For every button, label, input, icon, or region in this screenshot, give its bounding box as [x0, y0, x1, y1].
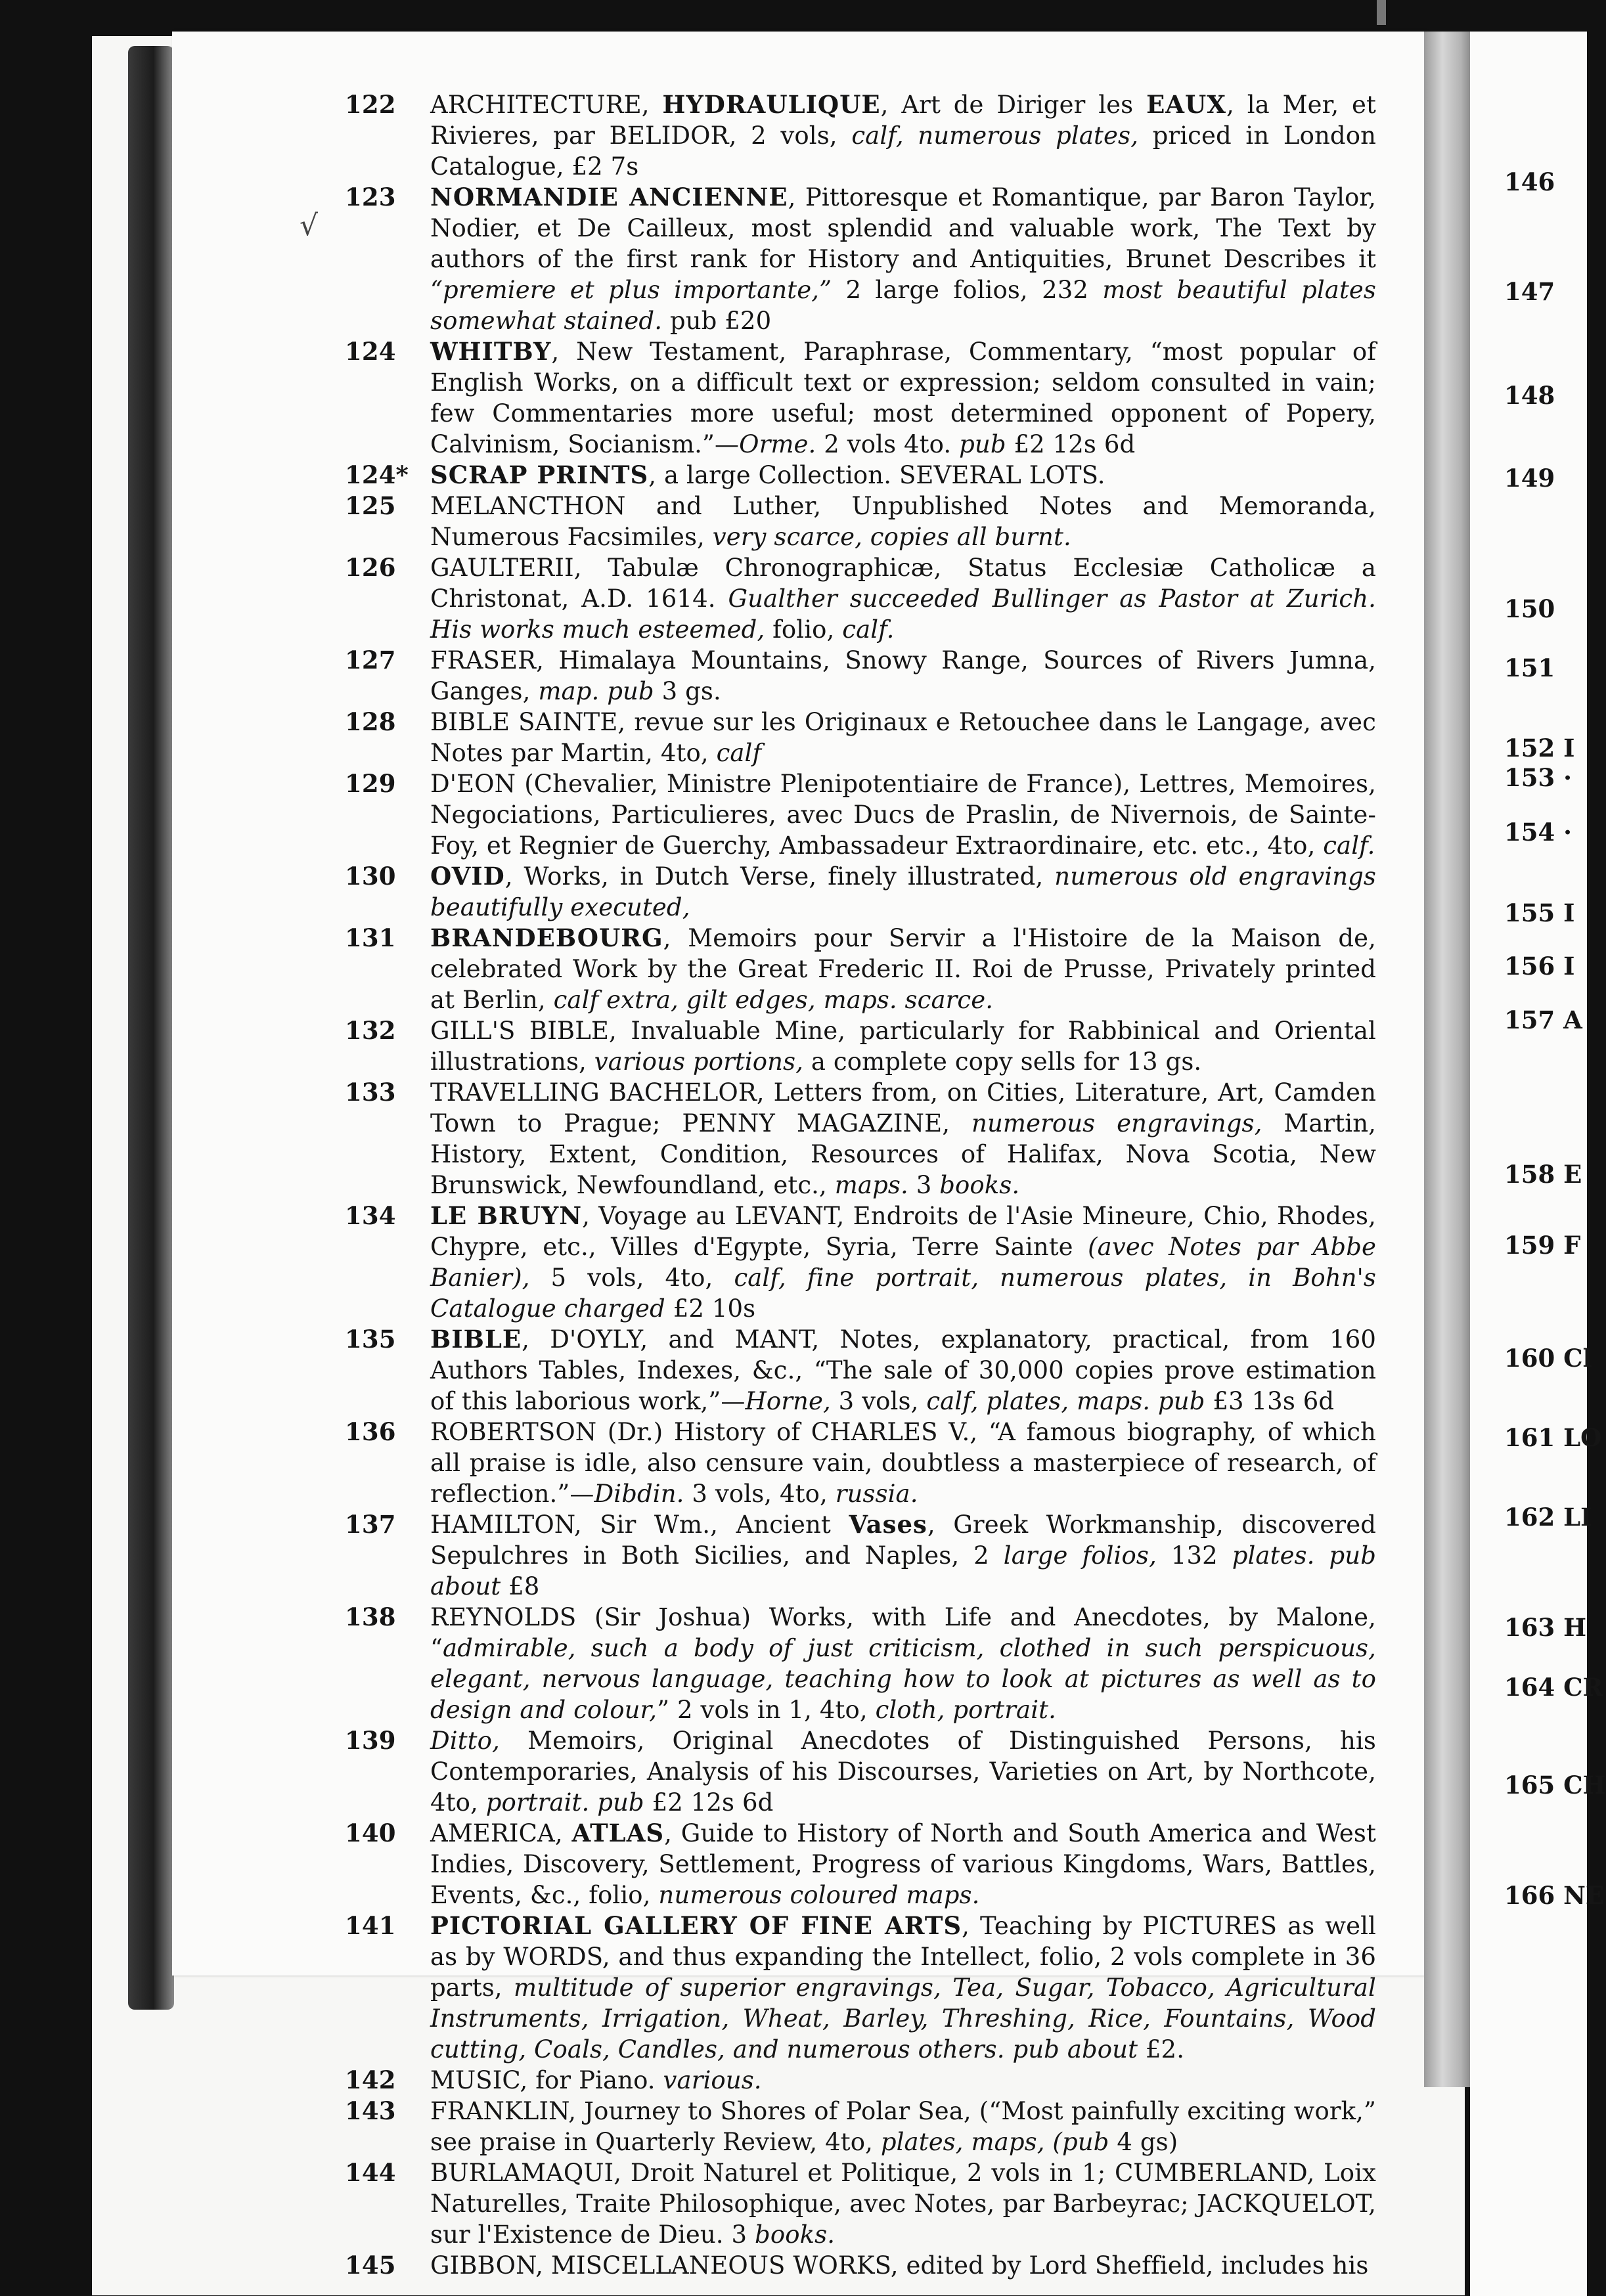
entry-text: , D'OYLY, and MANT, Notes, explanatory, practical, from 160 Authors Tables, Indexes, &c., “The sale of 30,000 copies prove estimation of this laborious work,”— [430, 1325, 1376, 1415]
entry-italic-text: cloth, portrait. [875, 1696, 1056, 1724]
entry-text: 3 [908, 1171, 940, 1199]
catalogue-entry [345, 1602, 1376, 1725]
facing-lot-number: 163 H [1504, 1613, 1587, 1642]
entry-italic-text: books. [755, 2220, 836, 2249]
entry-text: , Art de Diriger les [880, 91, 1147, 119]
entry-headword: PICTORIAL GALLERY OF FINE ARTS [430, 1911, 962, 1940]
entry-text: BURLAMAQUI, Droit Naturel et Politique, 2 vols in 1; CUMBERLAND, Loix Naturelles, Traite Philosophique, avec Notes, par Barbeyrac; JACKQUELOT, sur l'Existence de Dieu. 3 [430, 2159, 1376, 2249]
entry-text: TRAVELLING BACHELOR, Letters from, on Cities, Literature, Art, Camden Town to Prague; PENNY MAGAZINE, [430, 1078, 1376, 1137]
entry-text: FRASER, Himalaya Mountains, Snowy Range, Sources of Rivers Jumna, Ganges, [430, 646, 1376, 705]
entry-italic-text: “premiere et plus importante,” [430, 276, 832, 304]
catalogue-entry [345, 2096, 1376, 2157]
entry-text: , Voyage au LEVANT, Endroits de l'Asie Mineure, Chio, Rhodes, Chypre, etc., Villes d'Egypte, Syria, Terre Sainte [430, 1202, 1376, 1261]
lot-number: 142 [345, 2065, 396, 2094]
catalogue-entry [345, 182, 1376, 336]
entry-italic-text: various portions, [594, 1048, 804, 1076]
facing-lot-number: 147 [1504, 277, 1555, 306]
lot-number: 122 [345, 90, 396, 119]
entry-text: GAULTERII, Tabulæ Chronographicæ, Status Ecclesiæ Catholicæ a Christonat, A.D. 1614. [430, 554, 1376, 613]
entry-italic-text: Horne, [745, 1387, 831, 1415]
entry-text: ROBERTSON (Dr.) History of CHARLES V., “A famous biography, of which all praise is idle, also censure vain, doubtless a masterpiece of research, of reflection.”— [430, 1418, 1376, 1508]
lot-number: 128 [345, 707, 396, 736]
entry-text: D'EON (Chevalier, Ministre Plenipotentiaire de France), Lettres, Memoires, Negociations, Particulieres, avec Ducs de Praslin, de Nivernois, de Sainte-Foy, et Regnier de Guerchy, Ambassadeur Extraordinaire, etc. etc., 4to, [430, 770, 1376, 860]
lot-number: 133 [345, 1078, 396, 1107]
catalogue-entry [345, 336, 1376, 460]
entry-italic-text: calf. [842, 615, 895, 644]
entry-italic-text: very scarce, copies all burnt. [712, 523, 1071, 551]
facing-lot-number: 158 E [1504, 1160, 1582, 1189]
entry-headword: OVID [430, 862, 505, 891]
catalogue-entry [345, 1015, 1376, 1077]
entry-italic-text: portrait. pub [485, 1788, 644, 1817]
catalogue-entry [345, 923, 1376, 1015]
entry-text: Memoirs, Original Anecdotes of Distinguished Persons, his Contemporaries, Analysis of his Discourses, Varieties on Art, by Northcote, 4to, [430, 1727, 1376, 1817]
facing-lot-number: 159 F [1504, 1231, 1581, 1260]
catalogue-entry [345, 1077, 1376, 1201]
entry-text: 3 vols, 4to, [684, 1480, 836, 1508]
lot-number: 143 [345, 2096, 396, 2125]
entry-italic-text: calf extra, gilt edges, maps. scarce. [553, 986, 994, 1014]
entry-headword: BRANDEBOURG [430, 923, 663, 952]
entry-italic-text: pub [959, 430, 1006, 458]
entry-text: , Greek Workmanship, discovered Sepulchres in Both Sicilies, and Naples, 2 [430, 1511, 1376, 1570]
facing-lot-number: 164 CR [1504, 1673, 1603, 1702]
catalogue-entry [345, 1201, 1376, 1324]
entry-italic-text: calf, fine portrait, numerous plates, in Bohn's Catalogue charged [430, 1264, 1376, 1323]
lot-number: 144 [345, 2158, 396, 2187]
lot-number: 135 [345, 1325, 396, 1354]
facing-lot-number: 151 [1504, 653, 1555, 682]
entry-text: ARCHITECTURE, [430, 91, 663, 119]
catalogue-entry [345, 1725, 1376, 1818]
entry-italic-text: numerous engravings, [971, 1109, 1262, 1137]
entry-text: £2 12s 6d [644, 1788, 774, 1817]
entry-text: , Works, in Dutch Verse, finely illustrated, [504, 862, 1055, 891]
facing-lot-number: 165 CH [1504, 1771, 1606, 1799]
lot-number: 141 [345, 1911, 396, 1940]
entry-text: priced in London Catalogue, £2 7s [430, 121, 1376, 181]
catalogue-entry [345, 460, 1376, 491]
lot-number: 134 [345, 1201, 396, 1230]
entry-italic-text: Orme. [739, 430, 816, 458]
entry-text: a complete copy sells for 13 gs. [803, 1048, 1202, 1076]
facing-lot-number: 155 I [1504, 898, 1575, 927]
catalogue-entry [345, 2250, 1376, 2281]
entry-text: MELANCTHON and Luther, Unpublished Notes and Memoranda, Numerous Facsimiles, [430, 492, 1376, 551]
entry-text: MUSIC, for Piano. [430, 2066, 663, 2094]
lot-number: 131 [345, 923, 396, 952]
catalogue-entry [345, 707, 1376, 768]
entry-text: 4 gs) [1109, 2128, 1178, 2156]
entry-text: ” 2 vols in 1, 4to, [657, 1696, 876, 1724]
lot-number: 129 [345, 769, 396, 798]
book-spine [1424, 32, 1470, 2087]
entry-text: 132 [1156, 1541, 1232, 1570]
facing-lot-number: 146 [1504, 167, 1555, 196]
entry-italic-text: calf [716, 739, 762, 767]
scanner-clip [1377, 0, 1386, 25]
entry-text: £3 13s 6d [1205, 1387, 1335, 1415]
facing-lot-number: 149 [1504, 464, 1555, 493]
lot-number: 132 [345, 1016, 396, 1045]
facing-lot-number: 162 LI [1504, 1503, 1592, 1532]
entry-text: REYNOLDS (Sir Joshua) Works, with Life and Anecdotes, by Malone, “ [430, 1603, 1376, 1662]
lot-number: 139 [345, 1726, 396, 1755]
lot-number: 137 [345, 1510, 396, 1539]
entry-text: GIBBON, MISCELLANEOUS WORKS, edited by Lord Sheffield, includes his [430, 2251, 1369, 2280]
lot-number: 140 [345, 1819, 396, 1847]
catalogue-entry [345, 645, 1376, 707]
entry-text: 2 large folios, 232 [832, 276, 1103, 304]
entry-text: 3 vols, [830, 1387, 927, 1415]
lot-number: 130 [345, 862, 396, 891]
entry-text: BIBLE SAINTE, revue sur les Originaux e Retouchee dans le Langage, avec Notes par Martin, 4to, [430, 708, 1376, 767]
entry-italic-text: map. pub [538, 677, 654, 705]
entry-headword: SCRAP PRINTS [430, 460, 649, 489]
entry-text: 2 vols 4to. [816, 430, 960, 458]
catalogue-entry [345, 1818, 1376, 1910]
lot-number: 145 [345, 2251, 396, 2280]
lot-number: 126 [345, 553, 396, 582]
entry-italic-text: Dibdin. [594, 1480, 684, 1508]
entry-headword: BIBLE [430, 1325, 522, 1354]
entry-text: , Guide to History of North and South America and West Indies, Discovery, Settlement, Progress of various Kingdoms, Wars, Battles, Events, &c., folio, [430, 1819, 1376, 1909]
entry-headword: EAUX [1146, 90, 1226, 119]
catalogue-entry [345, 2157, 1376, 2250]
entry-italic-text: various. [663, 2066, 762, 2094]
entry-text: £2. [1138, 2035, 1185, 2064]
entry-text: 3 gs. [654, 677, 721, 705]
facing-lot-number: 153 · [1504, 763, 1572, 792]
entry-headword: WHITBY [430, 337, 552, 366]
entry-text: Martin, History, Extent, Condition, Resources of Halifax, Nova Scotia, New Brunswick, Newfoundland, etc., [430, 1109, 1376, 1199]
entry-italic-text: plates. pub about [430, 1541, 1376, 1601]
entry-text: , la Mer, et Rivieres, par BELIDOR, 2 vols, [430, 91, 1377, 150]
lot-number: 123 [345, 183, 396, 211]
entry-italic-text: books. [939, 1171, 1020, 1199]
entry-headword: NORMANDIE ANCIENNE [430, 183, 788, 211]
catalogue-entry [345, 1509, 1376, 1602]
entry-italic-text: large folios, [1003, 1541, 1157, 1570]
entry-headword: Vases [849, 1510, 927, 1539]
entry-text: £2 10s [665, 1294, 756, 1323]
entry-text: , a large Collection. SEVERAL LOTS. [648, 461, 1105, 489]
catalogue-entries-list [345, 89, 1376, 2281]
facing-lot-number: 148 [1504, 381, 1555, 410]
entry-text: folio, [765, 615, 843, 644]
entry-text: , Pittoresque et Romantique, par Baron Taylor, Nodier, et De Cailleux, most splendid and valuable work, The Text by authors of the first rank for History and Antiquities, Brunet Describes it [430, 183, 1377, 273]
entry-italic-text: numerous old engravings beautifully executed, [430, 862, 1377, 921]
entry-text: £2 12s 6d [1006, 430, 1136, 458]
entry-italic-text: Gualther succeeded Bullinger as Pastor at Zurich. His works much esteemed, [430, 585, 1376, 644]
lot-number: 124 [345, 337, 396, 366]
entry-text: AMERICA, [430, 1819, 572, 1847]
facing-lot-number: 160 Cl [1504, 1344, 1592, 1373]
catalogue-entry [345, 1417, 1376, 1509]
entry-italic-text: multitude of superior engravings, Tea, Sugar, Tobacco, Agricultural Instruments, Irrigation, Wheat, Barley, Threshing, Rice, Fountains, Wood cutting, Coals, Candles, and numerous others. pub about [430, 1974, 1376, 2064]
lot-number: 127 [345, 646, 396, 674]
facing-lot-number: 161 LO [1504, 1423, 1602, 1452]
catalogue-entry [345, 552, 1376, 645]
entry-italic-text: (avec Notes par Abbe Banier), [430, 1233, 1376, 1292]
entry-text: pub £20 [662, 307, 772, 335]
entry-italic-text: plates, maps, (pub [880, 2128, 1109, 2156]
pencil-tick-mark: √ [300, 209, 319, 242]
catalogue-entry [345, 2065, 1376, 2096]
entry-text: HAMILTON, Sir Wm., Ancient [430, 1511, 849, 1539]
entry-italic-text: admirable, such a body of just criticism, clothed in such perspicuous, elegant, nervous language, teaching how to look at pictures as well as to design and colour, [430, 1634, 1376, 1724]
lot-number: 125 [345, 491, 396, 520]
lot-number: 124* [345, 460, 409, 489]
entry-text: 5 vols, 4to, [529, 1264, 734, 1292]
entry-text: £8 [501, 1572, 540, 1601]
entry-text: FRANKLIN, Journey to Shores of Polar Sea, (“Most painfully exciting work,” see praise in Quarterly Review, 4to, [430, 2097, 1376, 2156]
catalogue-entry [345, 861, 1376, 923]
entry-italic-text: numerous coloured maps. [658, 1881, 980, 1909]
entry-text: , New Testament, Paraphrase, Commentary, “most popular of English Works, on a difficult text or expression; seldom consulted in vain; few Commentaries more useful; most determined opponent of Popery, Calvinism, Socianism.”— [430, 338, 1376, 458]
lot-number: 138 [345, 1602, 396, 1631]
entry-italic-text: Ditto, [430, 1727, 500, 1755]
facing-lot-number: 154 · [1504, 818, 1572, 847]
facing-lot-number: 166 NE [1504, 1881, 1605, 1910]
entry-headword: ATLAS [571, 1819, 665, 1847]
entry-italic-text: calf, plates, maps. pub [926, 1387, 1205, 1415]
entry-italic-text: maps. [834, 1171, 908, 1199]
binding-gutter-shadow [128, 46, 174, 2010]
entry-text: , Teaching by PICTURES as well as by WORDS, and thus expanding the Intellect, folio, 2 vols complete in 36 parts, [430, 1912, 1376, 2002]
entry-text: , Memoirs pour Servir a l'Histoire de la Maison de, celebrated Work by the Great Frederic II. Roi de Prusse, Privately printed at Berlin, [430, 924, 1376, 1014]
entry-italic-text: most beautiful plates somewhat stained. [430, 276, 1377, 335]
entry-italic-text: calf, numerous plates, [851, 121, 1138, 150]
catalogue-entry [345, 768, 1376, 861]
lot-number: 136 [345, 1417, 396, 1446]
catalogue-entry [345, 1910, 1376, 2065]
facing-lot-number: 157 A [1504, 1005, 1582, 1034]
facing-lot-number: 156 I [1504, 952, 1575, 981]
catalogue-entry [345, 1324, 1376, 1417]
entry-headword: LE BRUYN [430, 1201, 583, 1230]
entry-headword: HYDRAULIQUE [662, 90, 881, 119]
entry-text: GILL'S BIBLE, Invaluable Mine, particularly for Rabbinical and Oriental illustrations, [430, 1017, 1376, 1076]
facing-lot-number: 152 I [1504, 734, 1575, 762]
entry-italic-text: russia. [835, 1480, 918, 1508]
facing-lot-number: 150 [1504, 594, 1555, 623]
catalogue-entry [345, 89, 1376, 182]
entry-italic-text: calf. [1323, 831, 1375, 860]
catalogue-entry [345, 491, 1376, 552]
